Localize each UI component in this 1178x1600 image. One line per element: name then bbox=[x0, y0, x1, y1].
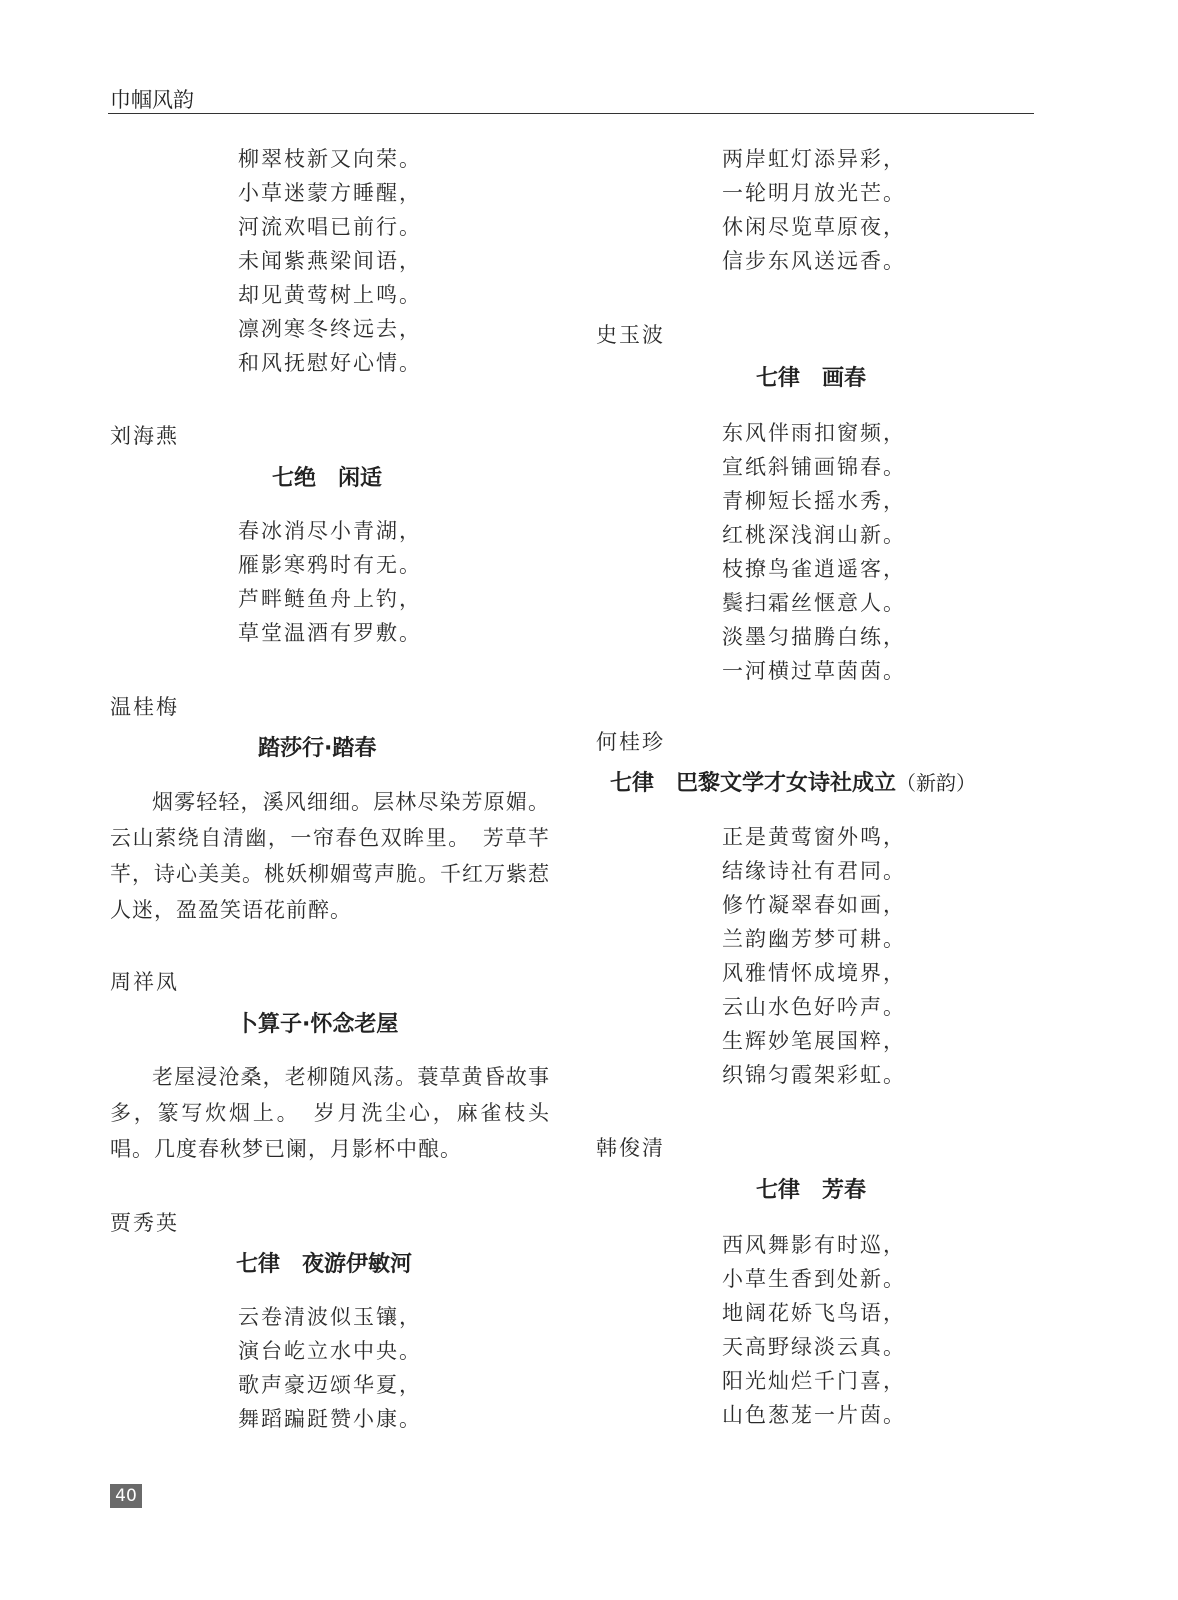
poem-body bbox=[238, 514, 422, 650]
poem-line: 和风抚慰好心情。 bbox=[238, 351, 422, 375]
poem-line: 却见黄莺树上鸣。 bbox=[238, 283, 422, 307]
poem-line: 演台屹立水中央。 bbox=[238, 1339, 422, 1363]
poem-line: 淡墨匀描腾白练， bbox=[722, 625, 906, 649]
poem-body bbox=[722, 1228, 906, 1432]
poem-line: 春冰消尽小青湖， bbox=[238, 519, 422, 543]
poem-line: 信步东风送远香。 bbox=[722, 249, 906, 273]
poem-line: 正是黄莺窗外鸣， bbox=[722, 825, 906, 849]
page-number: 40 bbox=[110, 1484, 142, 1508]
right-opening-lines bbox=[722, 142, 906, 278]
poem-author: 何桂珍 bbox=[596, 730, 665, 754]
poem-title: 七律 芳春 bbox=[756, 1178, 867, 1203]
poem-author: 贾秀英 bbox=[110, 1211, 179, 1235]
poem-line: 天高野绿淡云真。 bbox=[722, 1335, 906, 1359]
poem-title bbox=[610, 766, 976, 797]
poem-line: 一轮明月放光芒。 bbox=[722, 181, 906, 205]
poem-author: 温桂梅 bbox=[110, 695, 179, 719]
poem-author: 史玉波 bbox=[596, 323, 665, 347]
poem-line: 织锦匀霞架彩虹。 bbox=[722, 1063, 906, 1087]
poem-line: 云山水色好吟声。 bbox=[722, 995, 906, 1019]
poem-body bbox=[722, 820, 906, 1092]
poem-line: 阳光灿烂千门喜， bbox=[722, 1369, 906, 1393]
poem-line: 西风舞影有时巡， bbox=[722, 1233, 906, 1257]
poem-line: 枝撩鸟雀逍遥客， bbox=[722, 557, 906, 581]
poem-line: 红桃深浅润山新。 bbox=[722, 523, 906, 547]
poem-prose: 烟雾轻轻，溪风细细。层林尽染芳原媚。云山萦绕自清幽，一帘春色双眸里。 芳草芊芊，诗心美美。桃妖柳媚莺声脆。千红万紫惹人迷，盈盈笑语花前醉。 bbox=[110, 790, 550, 922]
poem-line: 未闻紫燕梁间语， bbox=[238, 249, 422, 273]
poem-line: 河流欢唱已前行。 bbox=[238, 215, 422, 239]
poem-author: 周祥凤 bbox=[110, 970, 179, 994]
poem-line: 休闲尽览草原夜， bbox=[722, 215, 906, 239]
poem-title: 踏莎行·踏春 bbox=[258, 736, 377, 761]
poem-line: 生辉妙笔展国粹， bbox=[722, 1029, 906, 1053]
poem-author: 刘海燕 bbox=[110, 424, 179, 448]
poem-line: 两岸虹灯添异彩， bbox=[722, 147, 906, 171]
poem-body bbox=[238, 1300, 422, 1436]
poem-line: 结缘诗社有君同。 bbox=[722, 859, 906, 883]
poem-line: 青柳短长摇水秀， bbox=[722, 489, 906, 513]
poem-line: 地阔花娇飞鸟语， bbox=[722, 1301, 906, 1325]
poem-line: 舞蹈蹁跹赞小康。 bbox=[238, 1407, 422, 1431]
poem-title: 卜算子·怀念老屋 bbox=[236, 1012, 399, 1037]
poem-prose: 老屋浸沧桑，老柳随风荡。蓑草黄昏故事多，篆写炊烟上。 岁月洗尘心，麻雀枝头唱。几度春秋梦已阑，月影杯中酿。 bbox=[110, 1065, 550, 1161]
poem-line: 柳翠枝新又向荣。 bbox=[238, 147, 422, 171]
poem-title-note: （新韵） bbox=[896, 771, 977, 795]
poem-author: 韩俊清 bbox=[596, 1136, 665, 1160]
poem-line: 鬓扫霜丝惬意人。 bbox=[722, 591, 906, 615]
poem-line: 兰韵幽芳梦可耕。 bbox=[722, 927, 906, 951]
poem-line: 草堂温酒有罗敷。 bbox=[238, 621, 422, 645]
header-rule bbox=[108, 113, 1034, 114]
left-opening-lines bbox=[238, 142, 422, 380]
poem-body bbox=[722, 416, 906, 688]
poem-line: 歌声豪迈颂华夏， bbox=[238, 1373, 422, 1397]
poem-line: 风雅情怀成境界， bbox=[722, 961, 906, 985]
poem-title: 七律 画春 bbox=[756, 366, 867, 391]
poem-title-text: 七律 巴黎文学才女诗社成立 bbox=[610, 771, 897, 796]
header-title: 巾帼风韵 bbox=[110, 88, 194, 112]
poem-line: 芦畔鲢鱼舟上钓， bbox=[238, 587, 422, 611]
poem-line: 小草迷蒙方睡醒， bbox=[238, 181, 422, 205]
poem-line: 修竹凝翠春如画， bbox=[722, 893, 906, 917]
poem-line: 凛冽寒冬终远去， bbox=[238, 317, 422, 341]
poem-title: 七律 夜游伊敏河 bbox=[236, 1252, 413, 1277]
poem-line: 山色葱茏一片茵。 bbox=[722, 1403, 906, 1427]
poem-line: 宣纸斜铺画锦春。 bbox=[722, 455, 906, 479]
poem-line: 雁影寒鸦时有无。 bbox=[238, 553, 422, 577]
poem-title: 七绝 闲适 bbox=[272, 466, 383, 491]
poem-line: 一河横过草茵茵。 bbox=[722, 659, 906, 683]
poem-line: 东风伴雨扣窗频， bbox=[722, 421, 906, 445]
poem-line: 小草生香到处新。 bbox=[722, 1267, 906, 1291]
poem-line: 云卷清波似玉镶， bbox=[238, 1305, 422, 1329]
